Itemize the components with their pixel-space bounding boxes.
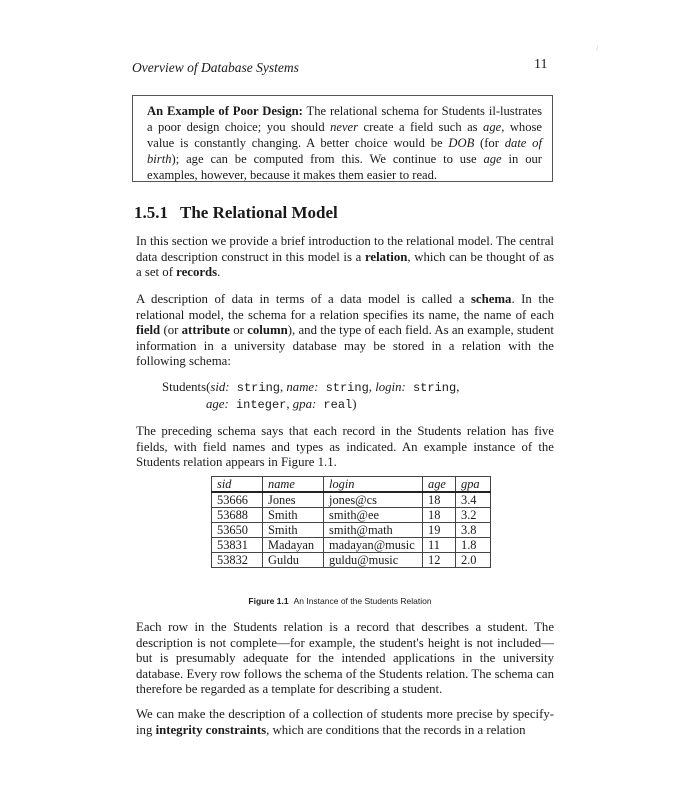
cell-gpa: 3.4 — [456, 492, 491, 508]
callout-lead: An Example of Poor Design: — [147, 104, 303, 118]
table-row — [212, 553, 491, 568]
schema-age-type: integer — [228, 397, 287, 412]
schema-age: age: — [206, 396, 229, 411]
p1-b: , which can be thought of as a set of — [136, 249, 554, 279]
cell-age: 18 — [423, 508, 456, 523]
p2-d: or — [230, 323, 248, 337]
p1-a: In this section we provide a brief introduction to the relational model. The central data description construct in this model is a — [136, 234, 554, 264]
term-schema: schema — [470, 292, 512, 306]
table-row — [212, 523, 491, 538]
callout-t4: (for — [474, 136, 505, 150]
term-attribute: attribute — [181, 323, 230, 337]
paragraph-constraints — [136, 707, 554, 738]
cell-name: Guldu — [263, 553, 324, 568]
page-number: 11 — [534, 57, 548, 72]
p2-c: (or — [160, 323, 182, 337]
callout-t3: , whose value is constantly changing. A better choice would be — [147, 120, 542, 150]
callout-dob-full: date of birth — [147, 136, 542, 166]
cell-age: 11 — [423, 538, 456, 553]
schema-sid-type: string — [229, 381, 280, 395]
schema-gpa-type: real — [316, 397, 353, 412]
students-table — [211, 476, 491, 568]
col-header-name: name — [263, 477, 324, 493]
cell-age: 12 — [423, 553, 456, 568]
corner-mark: / — [596, 44, 599, 53]
callout-never: never — [330, 120, 359, 134]
p1-c: . — [217, 265, 221, 279]
callout-text — [147, 103, 542, 183]
cell-gpa: 2.0 — [456, 553, 491, 568]
cell-gpa: 3.2 — [456, 508, 491, 523]
schema-line-2 — [162, 397, 459, 414]
cell-name: Jones — [263, 492, 324, 508]
section-heading — [134, 203, 338, 223]
cell-sid: 53650 — [212, 523, 263, 538]
callout-t1: The relational schema for Students il-lustrates a poor design choice; you should — [147, 104, 542, 134]
paragraph-rows: Each row in the Students relation is a record that describes a student. The description is not complete—for example, the student's height is not included—but is presumably adequate for the intended applications in the university database. Every row follows the schema of the Students relation. The schema can therefore be regarded as a template for describing a student. — [136, 620, 554, 696]
callout-age1: age — [483, 120, 502, 134]
schema-name-type: string — [318, 381, 369, 395]
schema-login-type: string — [405, 381, 457, 395]
callout-age2: age — [483, 152, 502, 166]
schema-sep1: , — [279, 380, 287, 394]
p5-b: , which are conditions that the records in a relation — [266, 722, 526, 737]
term-relation: relation — [364, 249, 408, 264]
schema-rel: Students( — [162, 380, 211, 394]
cell-sid: 53666 — [212, 492, 263, 508]
schema-login: login: — [375, 380, 406, 394]
design-callout-box — [132, 95, 553, 182]
cell-sid: 53831 — [212, 538, 263, 553]
callout-t2: create a field such as — [358, 120, 484, 134]
term-records: records — [176, 265, 218, 279]
table-row — [212, 538, 491, 553]
cell-login: smith@math — [324, 523, 423, 538]
cell-login: jones@cs — [324, 492, 423, 508]
cell-name: Smith — [263, 523, 324, 538]
term-field: field — [136, 323, 161, 337]
schema-sep2: , — [368, 380, 376, 394]
col-header-age: age — [423, 477, 456, 493]
running-head: Overview of Database Systems — [132, 60, 299, 75]
schema-definition — [162, 380, 459, 413]
figure-label: Figure 1.1 — [248, 596, 289, 606]
schema-sep3: , — [456, 380, 460, 394]
term-column: column — [247, 323, 288, 337]
paragraph-schema — [136, 292, 554, 370]
cell-sid: 53688 — [212, 508, 263, 523]
schema-name: name: — [286, 380, 319, 394]
figure-caption — [0, 596, 680, 606]
col-header-sid: sid — [212, 477, 263, 493]
schema-sid: sid: — [210, 380, 230, 394]
cell-gpa: 1.8 — [456, 538, 491, 553]
cell-age: 19 — [423, 523, 456, 538]
callout-t5: ); age can be computed from this. We continue to use — [171, 152, 484, 166]
schema-close: ) — [352, 396, 357, 411]
callout-dob: DOB — [448, 136, 475, 150]
cell-login: guldu@music — [324, 553, 423, 568]
cell-name: Smith — [263, 508, 324, 523]
schema-line-1 — [162, 380, 459, 397]
p5-a: We can make the description of a collection of students more precise by specify-ing — [136, 707, 554, 737]
paragraph-intro — [136, 234, 554, 281]
schema-sep4: , — [286, 396, 293, 411]
p2-b: . In the relational model, the schema for a relation specifies its name, the name of each — [136, 292, 554, 322]
schema-gpa: gpa: — [292, 396, 317, 411]
cell-gpa: 3.8 — [456, 523, 491, 538]
cell-login: smith@ee — [324, 508, 423, 523]
p2-a: A description of data in terms of a data model is called a — [136, 292, 471, 306]
section-number: 1.5.1 — [134, 203, 168, 222]
cell-name: Madayan — [263, 538, 324, 553]
table-header-row — [212, 477, 491, 493]
term-integrity-constraints: integrity constraints — [155, 722, 267, 737]
callout-t6: in our examples, however, because it makes them easier to read. — [147, 152, 542, 182]
cell-age: 18 — [423, 492, 456, 508]
table-row — [212, 492, 491, 508]
figure-caption-text: An Instance of the Students Relation — [293, 596, 432, 606]
col-header-login: login — [324, 477, 423, 493]
cell-sid: 53832 — [212, 553, 263, 568]
table-row — [212, 508, 491, 523]
col-header-gpa: gpa — [456, 477, 491, 493]
p2-e: ), and the type of each field. As an example, student information in a university database may be stored in a relation with the following schema: — [136, 323, 554, 368]
cell-login: madayan@music — [324, 538, 423, 553]
section-title: The Relational Model — [180, 203, 338, 222]
paragraph-schema-explanation: The preceding schema says that each record in the Students relation has five fields, with field names and types as indicated. An example instance of the Students relation appears in Figure 1.1. — [136, 424, 554, 469]
